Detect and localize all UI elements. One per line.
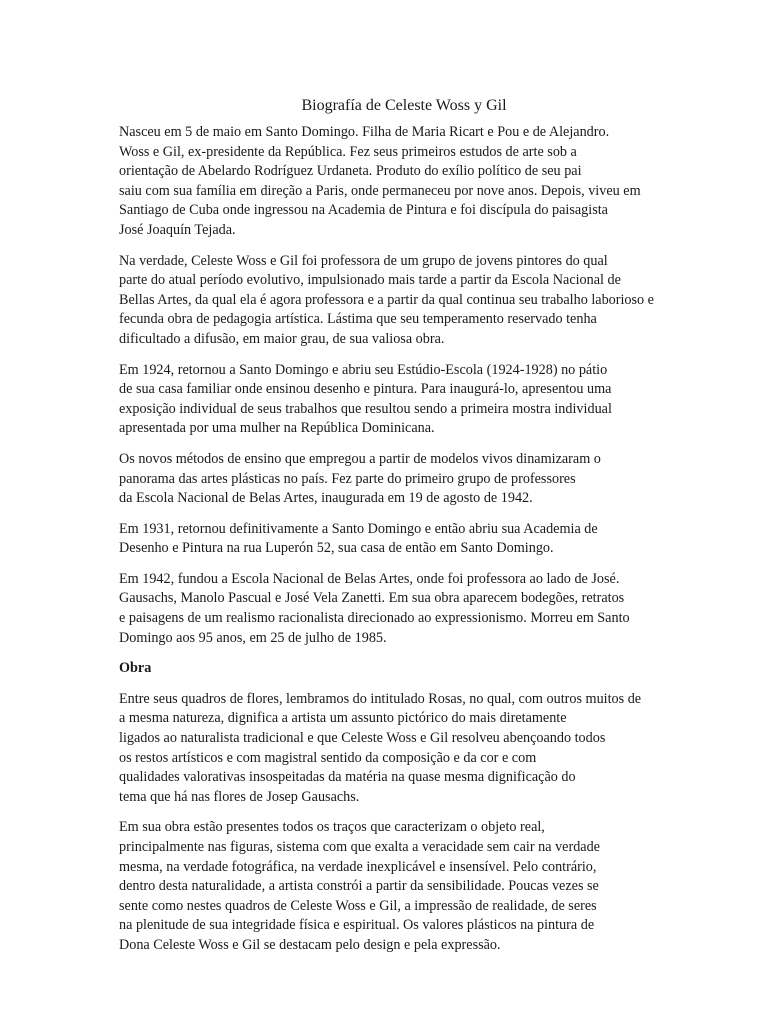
text-line: dentro desta naturalidade, a artista constrói a partir da sensibilidade. Poucas vezes se bbox=[119, 878, 599, 895]
document-body bbox=[119, 96, 689, 967]
text-line: apresentada por uma mulher na República Dominicana. bbox=[119, 420, 435, 437]
text-line: Nasceu em 5 de maio em Santo Domingo. Filha de Maria Ricart e Pou e de Alejandro. bbox=[119, 124, 610, 140]
text-line: na plenitude de sua integridade física e espiritual. Os valores plásticos na pintura de bbox=[119, 917, 595, 934]
text-line: e paisagens de um realismo racionalista direcionado ao expressionismo. Morreu em Santo bbox=[119, 610, 630, 627]
paragraph bbox=[119, 361, 689, 439]
text-line: da Escola Nacional de Belas Artes, inaugurada em 19 de agosto de 1942. bbox=[119, 490, 533, 507]
text-line: Na verdade, Celeste Woss e Gil foi professora de um grupo de jovens pintores do qual bbox=[119, 252, 608, 269]
text-line: dificultado a difusão, em maior grau, de sua valiosa obra. bbox=[119, 330, 445, 347]
text-line: qualidades valorativas insospeitadas da matéria na quase mesma dignificação do bbox=[119, 769, 576, 786]
text-line: Domingo aos 95 anos, em 25 de julho de 1985. bbox=[119, 629, 387, 646]
text-line: exposição individual de seus trabalhos que resultou sendo a primeira mostra individual bbox=[119, 400, 612, 417]
paragraph bbox=[119, 520, 689, 559]
text-line: Os novos métodos de ensino que empregou a partir de modelos vivos dinamizaram o bbox=[119, 450, 601, 467]
text-line: principalmente nas figuras, sistema com que exalta a veracidade sem cair na verdade bbox=[119, 839, 600, 855]
text-line: Em sua obra estão presentes todos os traços que caracterizam o objeto real, bbox=[119, 819, 545, 836]
text-line: Em 1931, retornou definitivamente a Santo Domingo e então abriu sua Academia de bbox=[119, 520, 598, 537]
document-title: Biografía de Celeste Woss y Gil bbox=[301, 97, 507, 114]
text-line: ligados ao naturalista tradicional e que Celeste Woss e Gil resolveu abençoando todos bbox=[119, 730, 606, 747]
paragraph bbox=[119, 252, 689, 350]
paragraph bbox=[119, 123, 689, 241]
text-line: Gausachs, Manolo Pascual e José Vela Zanetti. Em sua obra aparecem bodegões, retratos bbox=[119, 590, 625, 607]
text-line: Em 1924, retornou a Santo Domingo e abriu seu Estúdio-Escola (1924-1928) no pátio bbox=[119, 361, 608, 378]
paragraph bbox=[119, 450, 689, 509]
text-line: panorama das artes plásticas no país. Fez parte do primeiro grupo de professores bbox=[119, 470, 576, 487]
biography-section bbox=[119, 123, 689, 648]
text-line: Santiago de Cuba onde ingressou na Academia de Pintura e foi discípula do paisagista bbox=[119, 202, 608, 219]
paragraph bbox=[119, 818, 689, 955]
text-line: Woss e Gil, ex-presidente da República. Fez seus primeiros estudos de arte sob a bbox=[119, 143, 577, 160]
text-line: de sua casa familiar onde ensinou desenho e pintura. Para inaugurá-lo, apresentou uma bbox=[119, 381, 612, 398]
text-line: fecunda obra de pedagogia artística. Lástima que seu temperamento reservado tenha bbox=[119, 311, 597, 328]
text-line: parte do atual período evolutivo, impulsionado mais tarde a partir da Escola Nacional de bbox=[119, 272, 621, 289]
text-line: sente como nestes quadros de Celeste Woss e Gil, a impressão de realidade, de seres bbox=[119, 897, 597, 914]
text-line: a mesma natureza, dignifica a artista um assunto pictórico do mais diretamente bbox=[119, 710, 567, 727]
text-line: Dona Celeste Woss e Gil se destacam pelo design e pela expressão. bbox=[119, 936, 501, 953]
text-line: Desenho e Pintura na rua Luperón 52, sua casa de então em Santo Domingo. bbox=[119, 540, 554, 557]
paragraph bbox=[119, 570, 689, 648]
section-heading-obra: Obra bbox=[119, 660, 152, 677]
text-line: tema que há nas flores de Josep Gausachs. bbox=[119, 788, 360, 805]
text-line: os restos artísticos e com magistral sentido da composição e da cor e com bbox=[119, 749, 537, 766]
text-line: Entre seus quadros de flores, lembramos do intitulado Rosas, no qual, com outros muitos de bbox=[119, 690, 642, 707]
text-line: Em 1942, fundou a Escola Nacional de Belas Artes, onde foi professora ao lado de José. bbox=[119, 570, 620, 587]
text-line: mesma, na verdade fotográfica, na verdade inexplicável e insensível. Pelo contrário, bbox=[119, 858, 597, 875]
paragraph bbox=[119, 690, 689, 808]
text-line: saiu com sua família em direção a Paris, onde permaneceu por nove anos. Depois, viveu em bbox=[119, 182, 641, 199]
text-line: orientação de Abelardo Rodríguez Urdaneta. Produto do exílio político de seu pai bbox=[119, 163, 582, 180]
obra-section bbox=[119, 690, 689, 956]
text-line: José Joaquín Tejada. bbox=[119, 221, 236, 238]
text-line: Bellas Artes, da qual ela é agora professora e a partir da qual continua seu trabalho laborioso e bbox=[119, 291, 654, 308]
